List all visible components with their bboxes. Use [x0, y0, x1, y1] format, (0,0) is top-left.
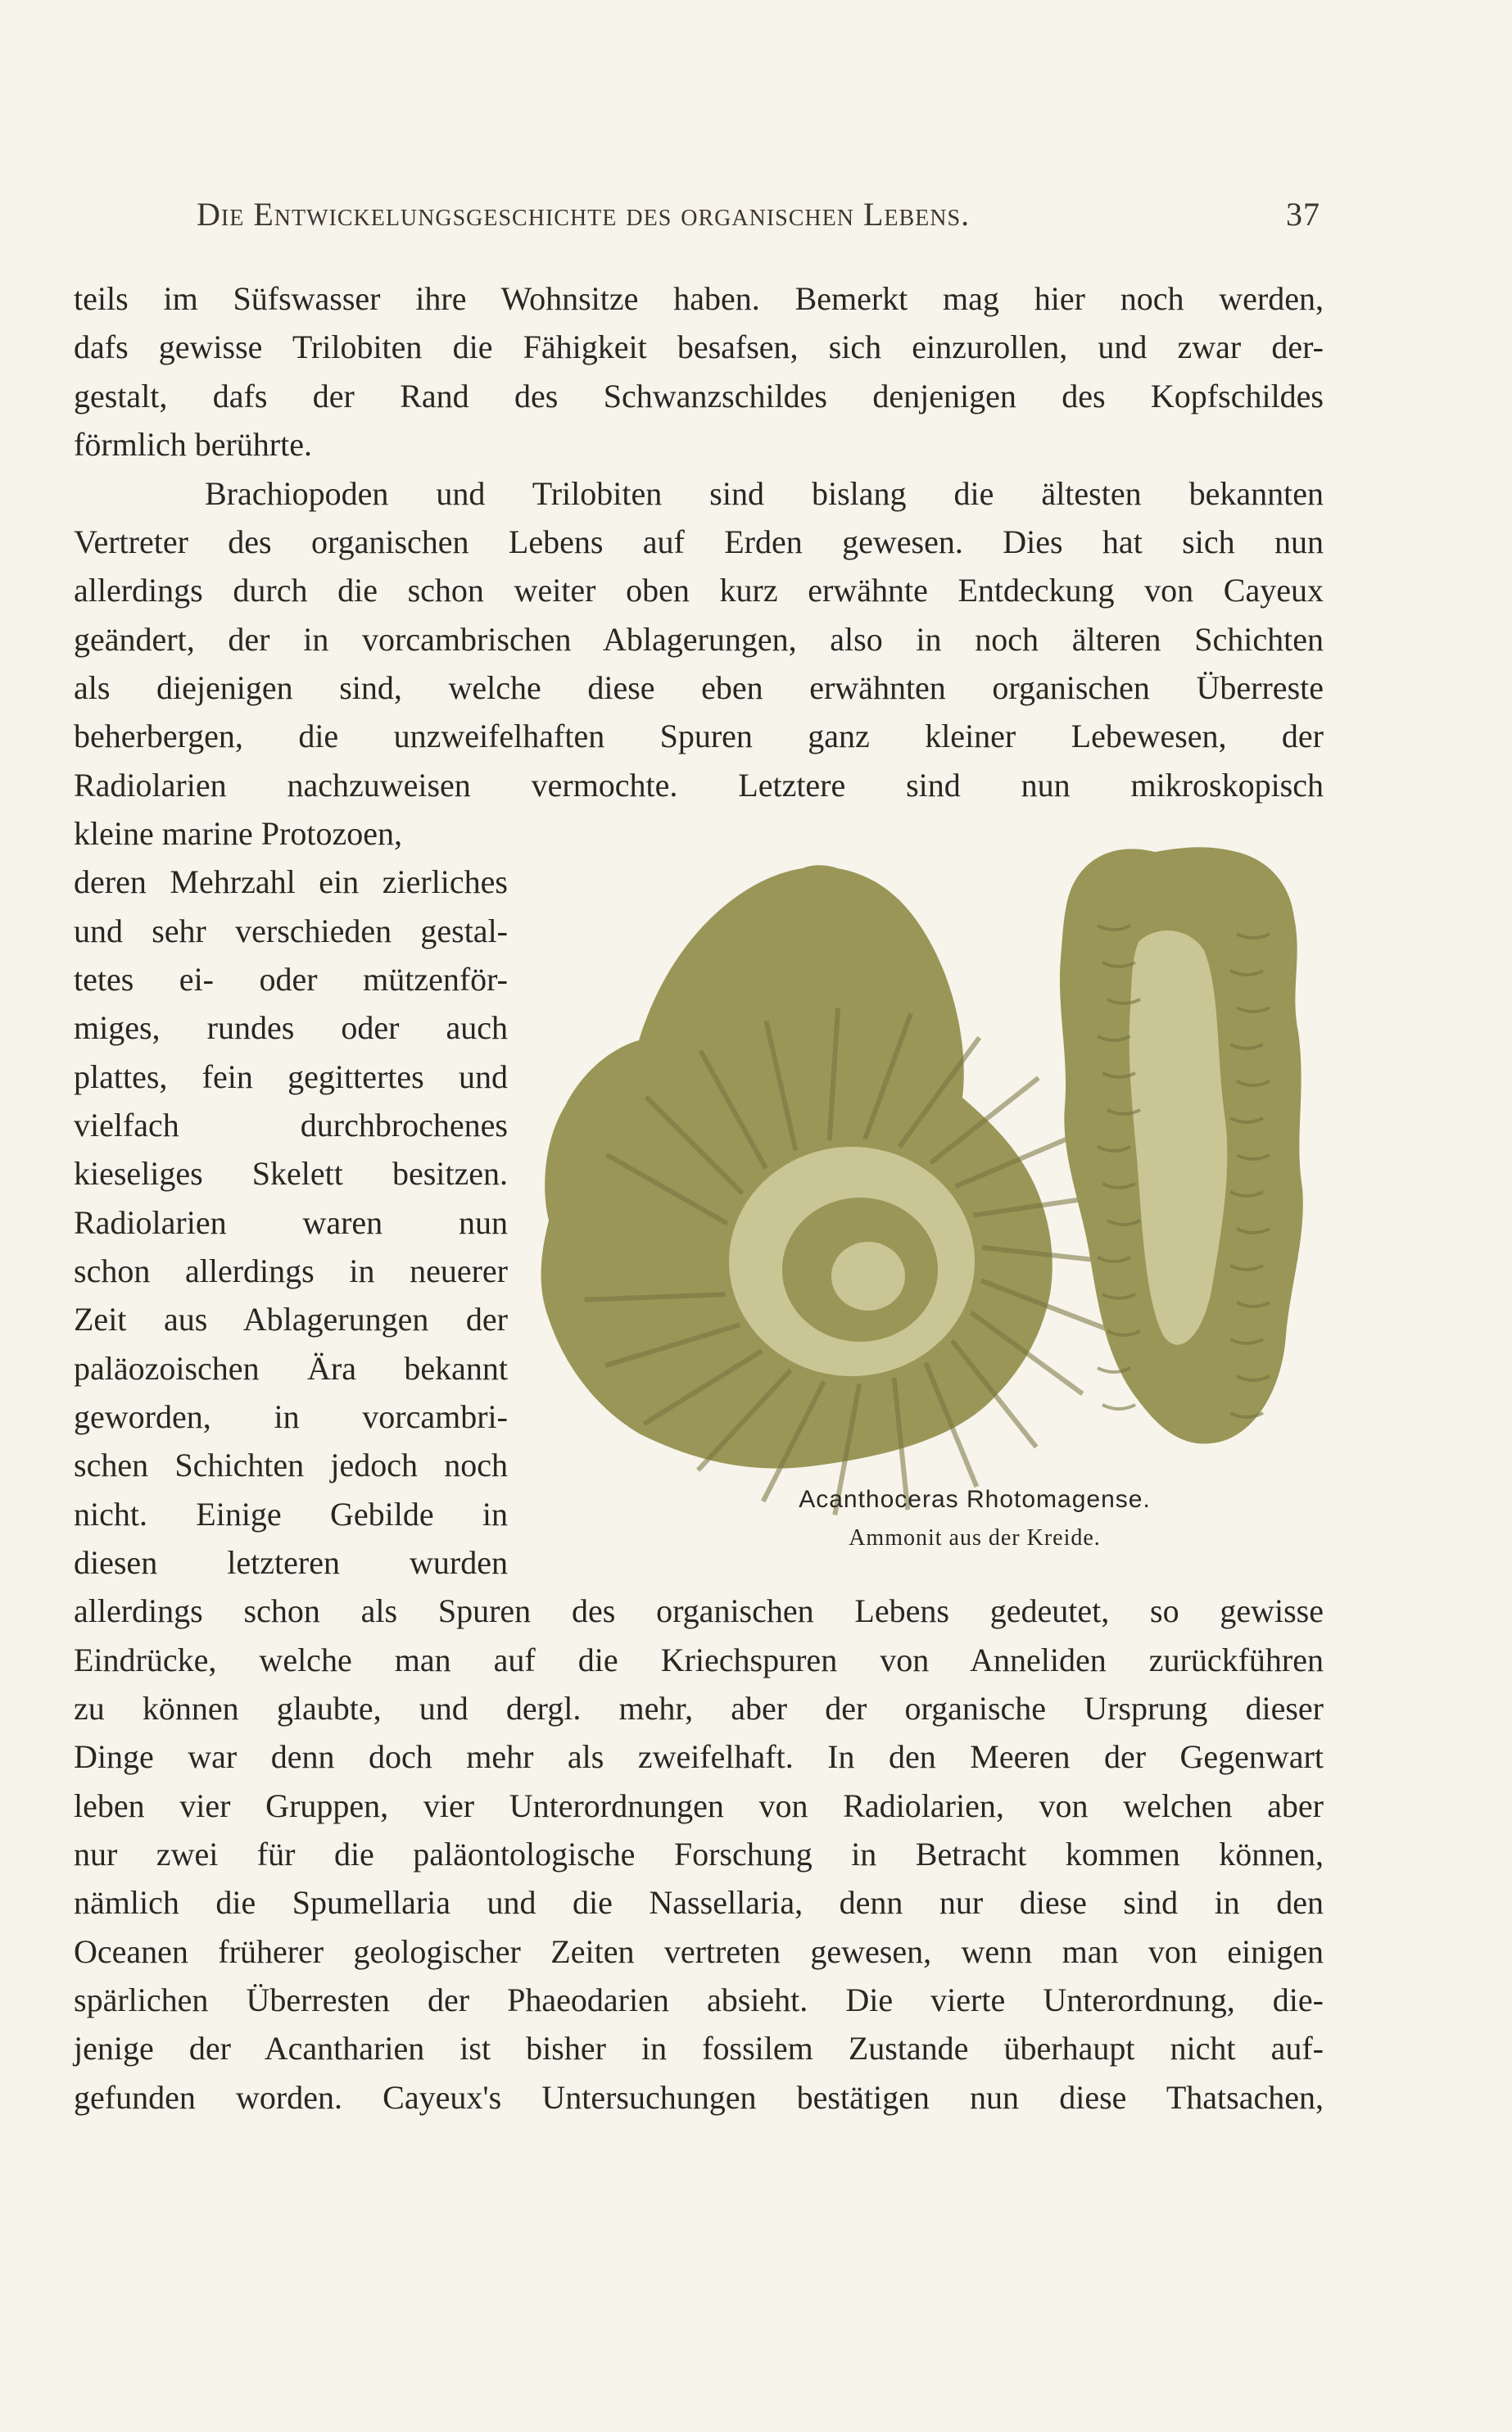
text-line: diesen letzteren wurden: [74, 1544, 508, 1581]
text-line: tetes ei- oder mützenför-: [74, 961, 508, 998]
text-line: geworden, in vorcambri-: [74, 1398, 508, 1435]
text-line: förmlich berührte.: [74, 426, 312, 463]
text-line: gestalt, dafs der Rand des Schwanzschildes denjenigen des Kopfschildes: [74, 378, 1324, 414]
text-line: teils im Süfswasser ihre Wohnsitze haben. Bemerkt mag hier noch werden,: [74, 280, 1324, 317]
text-line: kieseliges Skelett besitzen.: [74, 1155, 508, 1192]
text-line: Dinge war denn doch mehr als zweifelhaft. In den Meeren der Gegenwart: [74, 1738, 1324, 1775]
text-line: nicht. Einige Gebilde in: [74, 1496, 508, 1533]
ammonite-side-view: [541, 865, 1122, 1515]
text-line: zu können glaubte, und dergl. mehr, aber der organische Ursprung dieser: [74, 1690, 1324, 1727]
page-number: 37: [1286, 196, 1320, 233]
text-line: Eindrücke, welche man auf die Kriechspuren von Anneliden zurückführen: [74, 1642, 1324, 1678]
header-title: Die Entwickelungsgeschichte des organischen Lebens.: [197, 196, 971, 233]
text-line: nur zwei für die paläontologische Forschung in Betracht kommen können,: [74, 1836, 1324, 1873]
text-line: leben vier Gruppen, vier Unterordnungen von Radiolarien, von welchen aber: [74, 1787, 1324, 1824]
text-line: Radiolarien nachzuweisen vermochte. Letztere sind nun mikroskopisch: [74, 767, 1324, 804]
text-line: als diejenigen sind, welche diese eben erwähnten organischen Überreste: [74, 669, 1324, 706]
figure-caption-title: Acanthoceras Rhotomagense.: [799, 1486, 1151, 1513]
text-line: beherbergen, die unzweifelhaften Spuren ganz kleiner Lebewesen, der: [74, 718, 1324, 754]
text-line: jenige der Acantharien ist bisher in fossilem Zustande überhaupt nicht auf-: [74, 2030, 1324, 2067]
text-line: Radiolarien waren nun: [74, 1204, 508, 1241]
text-line: spärlichen Überresten der Phaeodarien absieht. Die vierte Unterordnung, die-: [74, 1981, 1324, 2018]
text-line: Brachiopoden und Trilobiten sind bislang die ältesten bekannten: [205, 475, 1324, 512]
text-line: nämlich die Spumellaria und die Nassellaria, denn nur diese sind in den: [74, 1884, 1324, 1921]
text-line: deren Mehrzahl ein zierliches: [74, 863, 508, 900]
text-line: Oceanen früherer geologischer Zeiten vertreten gewesen, wenn man von einigen: [74, 1933, 1324, 1970]
text-line: allerdings durch die schon weiter oben kurz erwähnte Entdeckung von Cayeux: [74, 572, 1324, 609]
figure-caption-subtitle: Ammonit aus der Kreide.: [849, 1525, 1101, 1551]
text-line: allerdings schon als Spuren des organischen Lebens gedeutet, so gewisse: [74, 1592, 1324, 1629]
text-line: schon allerdings in neuerer: [74, 1252, 508, 1289]
text-line: paläozoischen Ära bekannt: [74, 1350, 508, 1387]
text-line: gefunden worden. Cayeux's Untersuchungen bestätigen nun diese Thatsachen,: [74, 2079, 1324, 2116]
text-line: geändert, der in vorcambrischen Ablagerungen, also in noch älteren Schichten: [74, 621, 1324, 658]
text-line: dafs gewisse Trilobiten die Fähigkeit besafsen, sich einzurollen, und zwar der-: [74, 328, 1324, 365]
ammonite-center: [831, 1242, 905, 1311]
ammonite-front-view: [1060, 847, 1303, 1443]
text-line: Vertreter des organischen Lebens auf Erden gewesen. Dies hat sich nun: [74, 523, 1324, 560]
ammonite-illustration: [532, 827, 1339, 1565]
text-line: und sehr verschieden gestal-: [74, 913, 508, 949]
text-line: vielfach durchbrochenes: [74, 1107, 508, 1144]
text-line: Zeit aus Ablagerungen der: [74, 1301, 508, 1338]
text-line: schen Schichten jedoch noch: [74, 1447, 508, 1483]
text-line: kleine marine Protozoen,: [74, 815, 402, 852]
text-line: plattes, fein gegittertes und: [74, 1058, 508, 1095]
text-line: miges, rundes oder auch: [74, 1009, 508, 1046]
